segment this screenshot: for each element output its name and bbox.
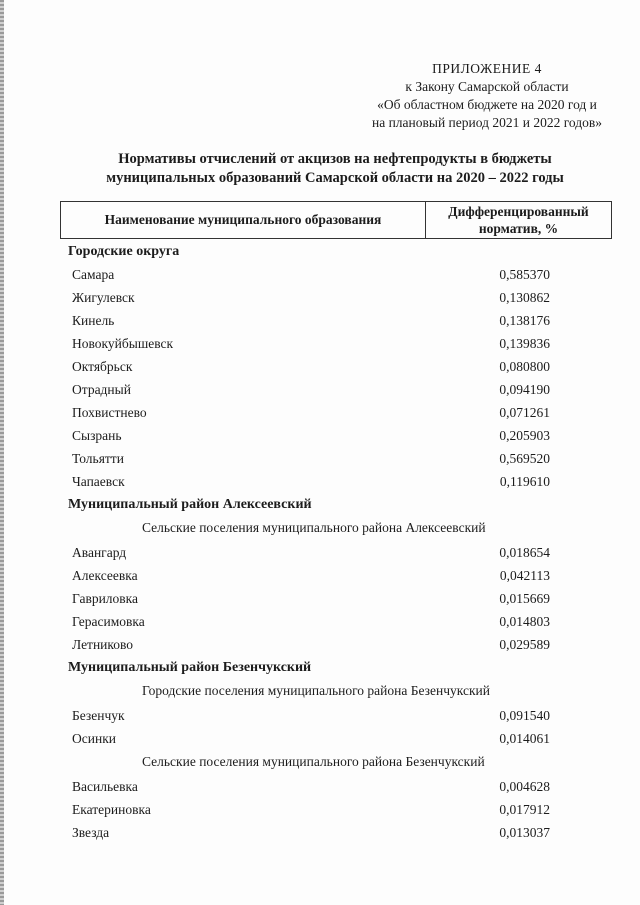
table-row — [60, 286, 612, 309]
municipality-name: Осинки — [72, 731, 116, 746]
norm-value: 0,080800 — [499, 359, 550, 374]
norm-value: 0,029589 — [499, 637, 550, 652]
municipality-name: Алексеевка — [72, 568, 138, 583]
norm-value: 0,130862 — [499, 290, 550, 305]
municipality-name: Тольятти — [72, 451, 124, 466]
municipality-name: Отрадный — [72, 382, 131, 397]
column-header-value — [425, 202, 611, 238]
municipality-name: Кинель — [72, 313, 115, 328]
document-title-line: Нормативы отчислений от акцизов на нефтепродукты в бюджеты — [118, 151, 552, 167]
norm-value: 0,014803 — [499, 614, 550, 629]
subsection-row — [60, 679, 612, 704]
subsection-row — [60, 750, 612, 775]
table-row — [60, 401, 612, 424]
norm-value: 0,014061 — [499, 731, 550, 746]
table-row — [60, 633, 612, 656]
municipality-name: Авангард — [72, 545, 127, 560]
table-body — [60, 240, 612, 844]
municipality-name: Гавриловка — [72, 591, 139, 606]
section-label: Муниципальный район Безенчукский — [68, 660, 312, 675]
municipality-name: Самара — [72, 267, 115, 282]
table-row — [60, 564, 612, 587]
table-row — [60, 727, 612, 750]
table-row — [60, 424, 612, 447]
scan-edge — [0, 0, 4, 905]
appendix-line: на плановый период 2021 и 2022 годов» — [371, 115, 602, 130]
table-row — [60, 775, 612, 798]
section-label: Городские поселения муниципального района Безенчукский — [142, 683, 490, 698]
municipality-name: Новокуйбышевск — [72, 336, 174, 351]
norm-value: 0,569520 — [499, 451, 550, 466]
norm-value: 0,017912 — [499, 802, 550, 817]
column-header-value-line: Дифференцированный — [448, 204, 589, 219]
municipality-name: Чапаевск — [72, 474, 125, 489]
column-header-name: Наименование муниципального образования — [104, 212, 382, 227]
norm-value: 0,094190 — [499, 382, 550, 397]
table-row — [60, 355, 612, 378]
section-label: Сельские поселения муниципального района Алексеевский — [142, 520, 486, 535]
table-row — [60, 332, 612, 355]
table-row — [60, 704, 612, 727]
table-row — [60, 378, 612, 401]
table-header — [60, 201, 612, 239]
municipality-name: Екатериновка — [72, 802, 151, 817]
table-row — [60, 309, 612, 332]
appendix-line: к Закону Самарской области — [405, 79, 569, 94]
section-label: Муниципальный район Алексеевский — [68, 497, 312, 512]
norm-value: 0,015669 — [499, 591, 550, 606]
appendix-header — [372, 60, 602, 132]
norm-value: 0,018654 — [499, 545, 550, 560]
document-title — [60, 150, 610, 188]
table-row — [60, 541, 612, 564]
municipality-name: Похвистнево — [72, 405, 147, 420]
table-row — [60, 587, 612, 610]
norm-value: 0,042113 — [499, 568, 550, 583]
municipality-name: Жигулевск — [72, 290, 135, 305]
norm-value: 0,091540 — [499, 708, 550, 723]
municipality-name: Герасимовка — [72, 614, 145, 629]
norm-value: 0,013037 — [499, 825, 550, 840]
municipality-name: Сызрань — [72, 428, 122, 443]
section-row — [60, 493, 612, 516]
table-row — [60, 821, 612, 844]
norm-value: 0,139836 — [499, 336, 550, 351]
table-row — [60, 263, 612, 286]
section-row — [60, 240, 612, 263]
section-row — [60, 656, 612, 679]
norm-value: 0,004628 — [499, 779, 550, 794]
norm-value: 0,071261 — [499, 405, 550, 420]
section-label: Городские округа — [68, 244, 180, 259]
section-label: Сельские поселения муниципального района Безенчукский — [142, 754, 485, 769]
municipality-name: Звезда — [72, 825, 110, 840]
table-row — [60, 610, 612, 633]
table-row — [60, 470, 612, 493]
municipality-name: Летниково — [72, 637, 134, 652]
municipality-name: Октябрьск — [72, 359, 133, 374]
subsection-row — [60, 516, 612, 541]
appendix-line: «Об областном бюджете на 2020 год и — [377, 97, 597, 112]
municipality-name: Васильевка — [72, 779, 138, 794]
norm-value: 0,585370 — [499, 267, 550, 282]
appendix-title: ПРИЛОЖЕНИЕ 4 — [432, 61, 542, 76]
table-row — [60, 798, 612, 821]
document-title-line: муниципальных образований Самарской области на 2020 – 2022 годы — [106, 170, 564, 186]
table-row — [60, 447, 612, 470]
column-header-value-line: норматив, % — [478, 221, 559, 236]
norm-value: 0,138176 — [499, 313, 550, 328]
municipality-name: Безенчук — [72, 708, 125, 723]
norm-value: 0,205903 — [499, 428, 550, 443]
norm-value: 0,119610 — [499, 474, 550, 489]
